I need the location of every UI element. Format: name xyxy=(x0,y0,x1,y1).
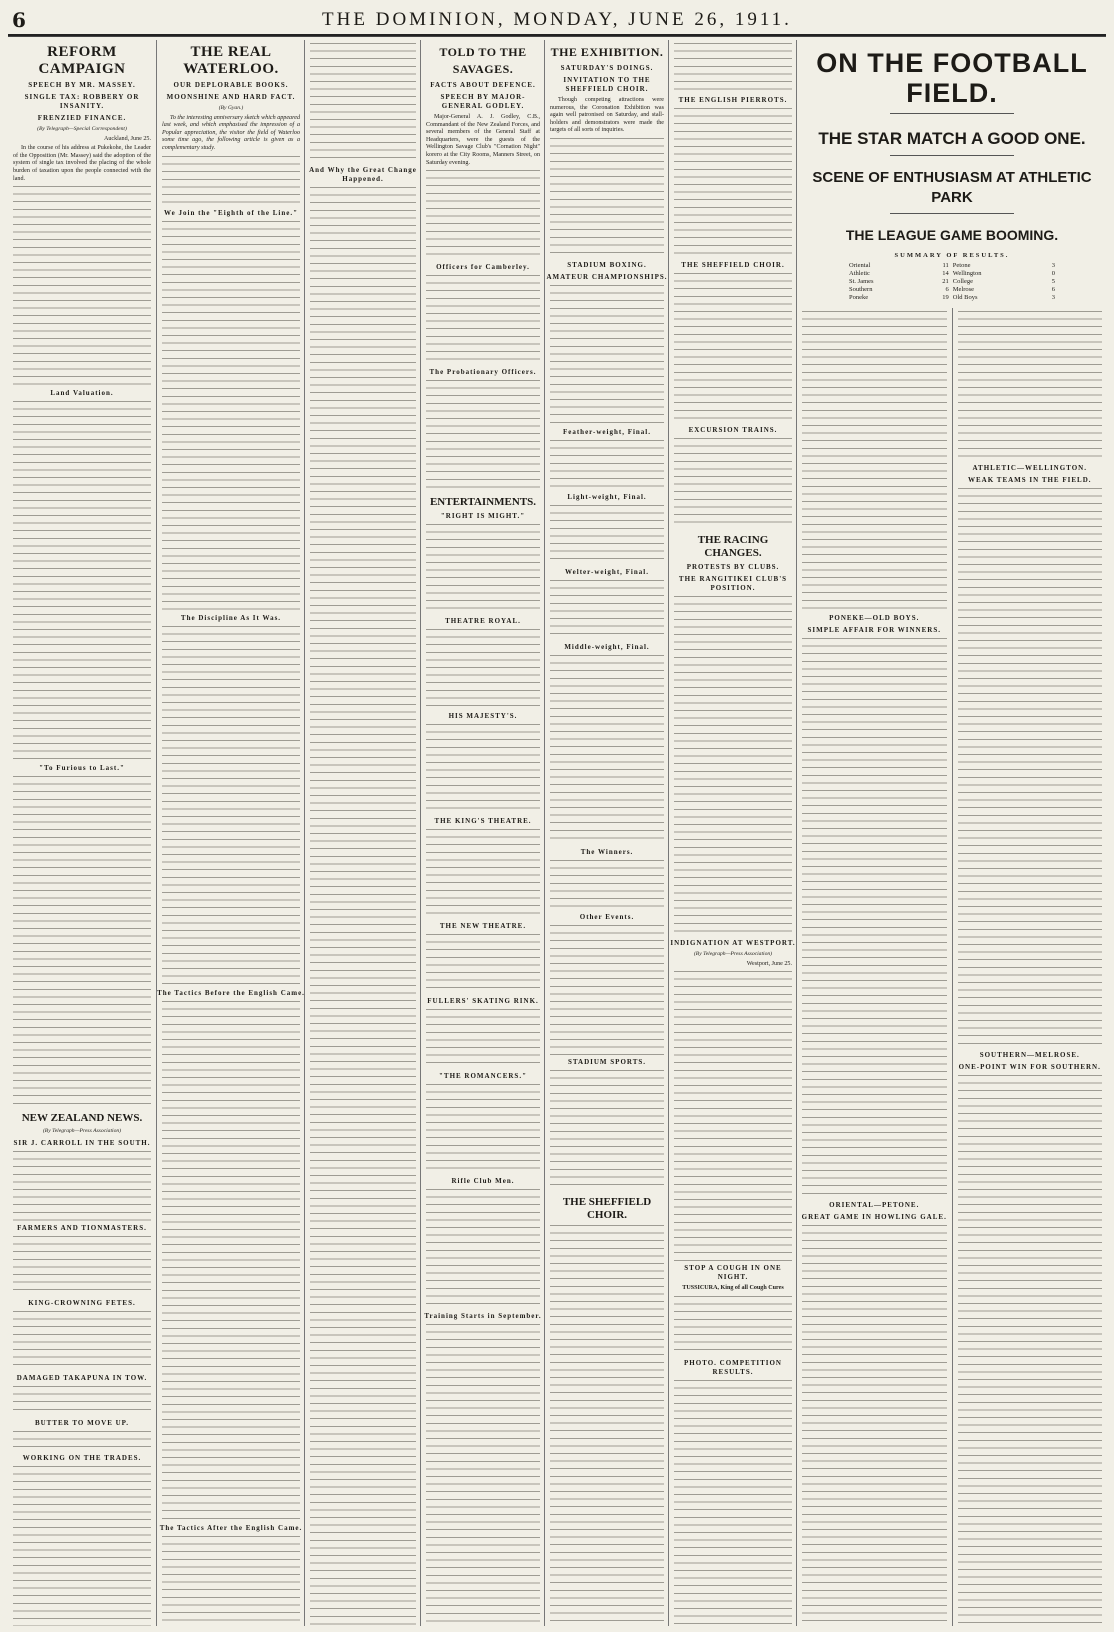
results-loser: College xyxy=(952,277,973,285)
results-winner-score: 14 xyxy=(942,269,949,277)
masthead xyxy=(8,4,1106,36)
results-loser: Melrose xyxy=(952,285,975,293)
deck-frenzied: FRENZIED FINANCE. xyxy=(37,114,127,122)
results-loser: Old Boys xyxy=(952,293,978,301)
results-winner: Oriental xyxy=(849,261,871,269)
results-row xyxy=(847,286,1057,294)
football-section xyxy=(796,40,1107,1626)
match-poneke-oldboys: PONEKE—OLD BOYS. xyxy=(829,613,920,622)
results-winner: Athletic xyxy=(849,269,870,277)
subhead-books: OUR DEPLORABLE BOOKS. xyxy=(173,81,289,89)
ent-new-theatre: THE NEW THEATRE. xyxy=(439,922,527,931)
body-text xyxy=(550,860,664,910)
headline-football: ON THE FOOTBALL FIELD. xyxy=(816,48,1088,108)
body-text xyxy=(426,829,540,919)
results-winner-score: 19 xyxy=(942,293,949,301)
body-text xyxy=(550,580,664,640)
body-text xyxy=(674,596,792,936)
body-text xyxy=(426,1009,540,1069)
news-item-carroll: SIR J. CARROLL IN THE SOUTH. xyxy=(13,1138,151,1147)
headline-racing: THE RACING CHANGES. xyxy=(697,534,769,559)
body-text xyxy=(426,275,540,365)
football-col-left xyxy=(797,308,952,1626)
subhead-enthusiasm: SCENE OF ENTHUSIASM AT ATHLETIC PARK xyxy=(812,169,1092,206)
body-text xyxy=(13,1431,151,1451)
deck-rangitikei: THE RANGITIKEI CLUB'S POSITION. xyxy=(678,575,788,592)
match-oriental-petone: ORIENTAL—PETONE. xyxy=(829,1200,920,1209)
body-text xyxy=(310,187,416,1626)
ent-skating-rink: FULLERS' SKATING RINK. xyxy=(427,997,539,1006)
advert-body xyxy=(674,1296,792,1356)
body-text xyxy=(674,438,792,528)
headline-savages: TOLD TO THE SAVAGES. xyxy=(439,45,527,76)
results-row xyxy=(847,278,1057,286)
results-loser-score: 5 xyxy=(1051,277,1055,285)
body-text xyxy=(426,1189,540,1309)
body-text xyxy=(426,524,540,614)
subhead-defence: FACTS ABOUT DEFENCE. xyxy=(430,81,536,89)
credit-line: (By Telegraph—Press Association) xyxy=(42,1128,122,1135)
body-text xyxy=(674,273,792,423)
section-discipline: The Discipline As It Was. xyxy=(180,613,282,622)
headline-reform-campaign: REFORM CAMPAIGN xyxy=(38,44,126,77)
body-text xyxy=(958,311,1103,461)
results-winner-score: 11 xyxy=(942,261,949,269)
results-row xyxy=(847,294,1057,302)
headline-sheffield-choir: THE SHEFFIELD CHOIR. xyxy=(562,1195,652,1221)
lead-paragraph: Major-General A. J. Godley, C.B., Commandant of the New Zealand Forces, and several members of the General Staff at Headquarters, were the guests of the Wellington Savage Club's "Cornation Night" korero at the City Rooms, Manners Street, on Saturday evening. xyxy=(426,114,540,166)
headline-entertainments: ENTERTAINMENTS. xyxy=(429,496,537,509)
body-text xyxy=(958,1075,1103,1626)
lead-paragraph: Though competing attractions were numerous, the Coronation Exhibition was again well patronised on Saturday, and stall-holders and demonstrators were made the targets of all sorts of inquiries. xyxy=(550,97,664,134)
deck-invitation: INVITATION TO THE SHEFFIELD CHOIR. xyxy=(563,76,651,93)
column-4 xyxy=(544,40,669,1626)
ent-right-is-might: "RIGHT IS MIGHT." xyxy=(440,512,526,521)
match-subhead: SIMPLE AFFAIR FOR WINNERS. xyxy=(807,625,941,634)
body-text xyxy=(550,655,664,845)
body-text xyxy=(802,638,947,1198)
subhead-protests: PROTESTS BY CLUBS. xyxy=(686,563,780,571)
body-text xyxy=(13,401,151,761)
results-winner: Southern xyxy=(849,285,873,293)
body-text xyxy=(13,1151,151,1221)
body-text xyxy=(13,776,151,1106)
body-text xyxy=(674,108,792,258)
subhead-massey: SPEECH BY MR. MASSEY. xyxy=(28,81,136,89)
body-text xyxy=(310,43,416,163)
results-winner-score: 6 xyxy=(945,285,949,293)
column-2-continued xyxy=(304,40,421,1626)
body-text xyxy=(550,925,664,1055)
deck-godley: SPEECH BY MAJOR-GENERAL GODLEY. xyxy=(440,93,526,110)
advert-cough: STOP A COUGH IN ONE NIGHT. xyxy=(684,1264,782,1282)
column-5 xyxy=(668,40,797,1626)
body-text xyxy=(550,138,664,258)
headline-sheffield: THE SHEFFIELD CHOIR. xyxy=(681,261,785,269)
football-headline-block xyxy=(797,48,1107,244)
section-eighth: We Join the "Eighth of the Line." xyxy=(164,208,298,217)
news-item-butter: BUTTER TO MOVE UP. xyxy=(34,1418,130,1427)
results-row xyxy=(847,270,1057,278)
body-text xyxy=(426,170,540,260)
author-credit: (By Gyan.) xyxy=(218,105,244,111)
subhead-saturday: SATURDAY'S DOINGS. xyxy=(560,64,654,72)
section-furious: "To Furious to Last." xyxy=(39,764,125,773)
results-caption: SUMMARY OF RESULTS. xyxy=(894,252,1010,259)
newspaper-title: THE DOMINION, MONDAY, JUNE 26, 1911. xyxy=(322,9,792,30)
lead-paragraph: In the course of his address at Pukekohe, the Leader of the Opposition (Mr. Massey) said the adoption of the system of single tax involved the placing of the whole burden of taxation upon the people connected with the land. xyxy=(13,145,151,182)
column-3 xyxy=(420,40,545,1626)
deck-moonshine: MOONSHINE AND HARD FACT. xyxy=(166,93,296,101)
body-text xyxy=(550,505,664,565)
bout-middle: Middle-weight, Final. xyxy=(564,642,650,651)
body-text xyxy=(550,1070,664,1190)
body-text xyxy=(426,380,540,490)
body-text xyxy=(674,971,792,1261)
ent-his-majestys: HIS MAJESTY'S. xyxy=(448,712,518,721)
masthead-rule xyxy=(8,36,1106,37)
section-camberley: Officers for Camberley. xyxy=(436,263,530,272)
match-subhead: WEAK TEAMS IN THE FIELD. xyxy=(967,475,1092,484)
headline-nz-news: NEW ZEALAND NEWS. xyxy=(21,1112,143,1125)
dateline: Auckland, June 25. xyxy=(103,135,151,142)
section-probationary: The Probationary Officers. xyxy=(429,368,537,377)
page-columns xyxy=(8,40,1106,1626)
credit-line: (By Telegraph—Press Association) xyxy=(693,951,773,957)
ent-theatre-royal: THEATRE ROYAL. xyxy=(445,617,521,626)
headline-exhibition: THE EXHIBITION. xyxy=(550,45,664,59)
headline-pierrots: THE ENGLISH PIERROTS. xyxy=(678,96,788,104)
results-summary xyxy=(847,252,1057,302)
body-text xyxy=(162,626,300,986)
body-text xyxy=(162,1001,300,1521)
body-text xyxy=(13,1236,151,1296)
body-text xyxy=(13,1466,151,1626)
section-winners: The Winners. xyxy=(580,847,634,856)
football-col-right xyxy=(952,308,1108,1626)
subhead-star-match: THE STAR MATCH A GOOD ONE. xyxy=(818,129,1086,148)
football-columns xyxy=(797,308,1107,1626)
subhead-amateur: AMATEUR CHAMPIONSHIPS. xyxy=(546,272,668,281)
credit-line: (By Telegraph—Special Correspondent) xyxy=(37,126,127,132)
body-text xyxy=(674,43,792,93)
body-text xyxy=(162,221,300,611)
body-text xyxy=(550,440,664,490)
bout-feather: Feather-weight, Final. xyxy=(562,427,652,436)
match-athletic-wellington: ATHLETIC—WELLINGTON. xyxy=(972,463,1087,472)
body-text xyxy=(426,934,540,994)
news-item-takapuna: DAMAGED TAKAPUNA IN TOW. xyxy=(16,1373,148,1382)
body-text xyxy=(13,186,151,386)
results-loser-score: 6 xyxy=(1051,285,1055,293)
headline-stadium-sports: STADIUM SPORTS. xyxy=(567,1057,647,1066)
results-loser-score: 0 xyxy=(1051,269,1055,277)
dateline: Westport, June 25. xyxy=(746,960,792,967)
body-text xyxy=(13,1311,151,1371)
section-tactics-before: The Tactics Before the English Came. xyxy=(157,988,305,997)
section-training: Training Starts in September. xyxy=(424,1312,542,1321)
body-text xyxy=(162,1536,300,1626)
body-text xyxy=(426,724,540,814)
results-loser-score: 3 xyxy=(1051,293,1055,301)
deck-single-tax: SINGLE TAX: ROBBERY OR INSANITY. xyxy=(24,93,140,110)
divider xyxy=(890,113,1014,114)
bout-welter: Welter-weight, Final. xyxy=(565,567,649,576)
body-text xyxy=(674,1380,792,1626)
ent-romancers: "THE ROMANCERS." xyxy=(439,1072,527,1081)
headline-stadium-boxing: STADIUM BOXING. xyxy=(567,260,647,269)
page-number: 6 xyxy=(12,8,26,32)
match-southern-melrose: SOUTHERN—MELROSE. xyxy=(979,1050,1080,1059)
column-1 xyxy=(8,40,156,1626)
body-text xyxy=(958,488,1103,1048)
divider xyxy=(890,155,1014,156)
results-loser: Wellington xyxy=(952,269,982,277)
news-item-farmers: FARMERS AND TIONMASTERS. xyxy=(17,1223,147,1232)
news-item-fetes: KING-CROWNING FETES. xyxy=(28,1298,136,1307)
divider xyxy=(890,213,1014,214)
body-text xyxy=(550,285,664,425)
body-text xyxy=(802,1225,947,1626)
section-other-events: Other Events. xyxy=(579,912,635,921)
news-item-trades: WORKING ON THE TRADES. xyxy=(22,1453,142,1462)
section-great-change: And Why the Great Change Happened. xyxy=(309,166,417,183)
results-table xyxy=(847,262,1057,302)
advert-line: TUSSICURA, King of all Cough Cures xyxy=(682,1285,784,1292)
section-land-valuation: Land Valuation. xyxy=(50,389,114,398)
body-text xyxy=(13,1386,151,1416)
ent-kings-theatre: THE KING'S THEATRE. xyxy=(434,817,532,826)
body-text xyxy=(550,1225,664,1626)
body-text xyxy=(162,156,300,206)
results-winner: Poneke xyxy=(849,293,869,301)
body-text xyxy=(426,1084,540,1174)
body-text xyxy=(426,629,540,709)
subhead-league: THE LEAGUE GAME BOOMING. xyxy=(845,227,1059,243)
headline-photo-competition: PHOTO. COMPETITION RESULTS. xyxy=(684,1358,782,1376)
match-subhead: ONE-POINT WIN FOR SOUTHERN. xyxy=(958,1062,1101,1071)
results-loser-score: 3 xyxy=(1051,261,1055,269)
match-subhead: GREAT GAME IN HOWLING GALE. xyxy=(801,1212,947,1221)
body-text xyxy=(426,1324,540,1626)
column-2 xyxy=(156,40,305,1626)
body-text xyxy=(802,311,947,611)
headline-waterloo: THE REAL WATERLOO. xyxy=(183,44,279,77)
headline-excursion: EXCURSION TRAINS. xyxy=(688,426,778,434)
results-winner-score: 21 xyxy=(942,277,949,285)
section-tactics-after: The Tactics After the English Came. xyxy=(159,1523,303,1532)
lead-paragraph: To the interesting anniversary sketch which appeared last week, and which emphasised the impression of a Popular appreciation, the visitor the field of Waterloo some time ago, the following article is given as a complementary study. xyxy=(162,114,300,151)
results-winner: St. James xyxy=(849,277,874,285)
bout-light: Light-weight, Final. xyxy=(567,492,647,501)
headline-indignation: INDIGNATION AT WESTPORT. xyxy=(670,939,796,947)
results-loser: Petone xyxy=(952,261,971,269)
results-row xyxy=(847,262,1057,270)
section-rifle-club: Rifle Club Men. xyxy=(451,1177,515,1186)
